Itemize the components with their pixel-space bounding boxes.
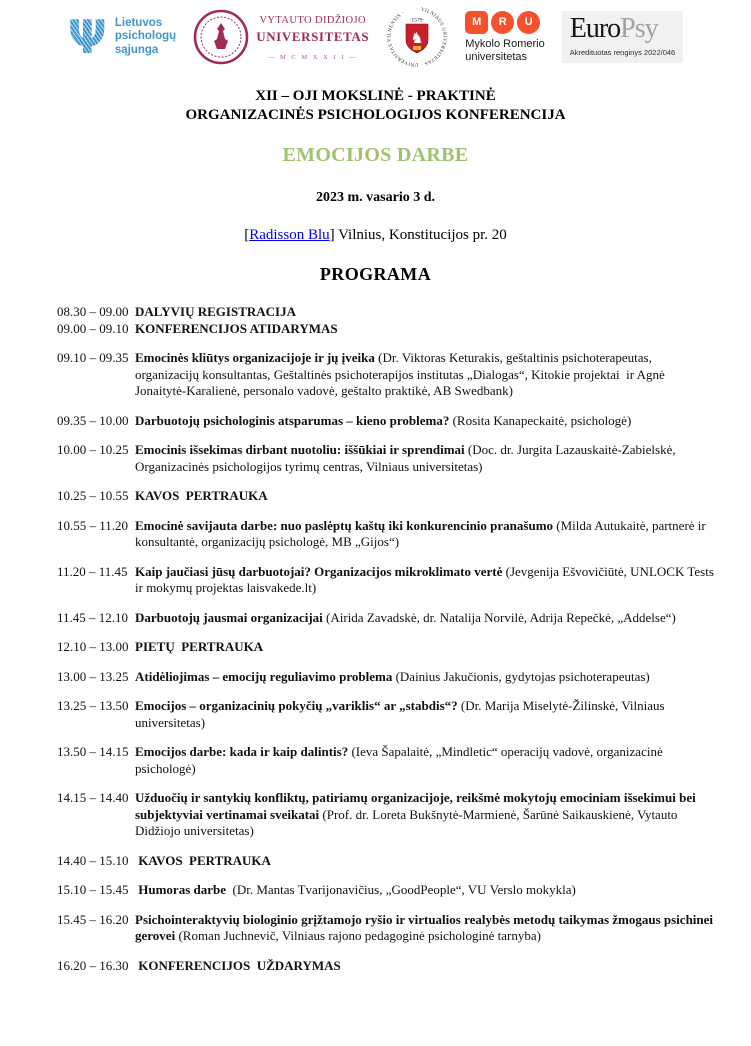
schedule-row bbox=[57, 563, 718, 597]
mru-letter-u: U bbox=[517, 11, 540, 34]
schedule-row bbox=[57, 442, 715, 475]
talk-title: Emocinės kliūtys organizacijoje ir jų įveika bbox=[135, 350, 375, 365]
talk-title: KAVOS PERTRAUKA bbox=[135, 852, 271, 868]
program-heading: PROGRAMA bbox=[319, 264, 432, 284]
talk-details: (Dr. Marija Miselytė-Žilinskė, Vilniaus universitetas) bbox=[135, 698, 668, 730]
schedule-content bbox=[135, 488, 715, 505]
talk-details: (Dr. Viktoras Keturakis, geštaltinis psichoterapeutas, organizacijų konsultantas, Geštaltinės psichoterapijos institutas „Dialogas“, Kitokie projektai ir Agnė Jonaitytė-Karalienė, personalo vadovė, geštalto praktikė, AB Swedbank) bbox=[135, 350, 668, 398]
talk-title: Kaip jaučiasi jūsų darbuotojai? Organizacijos mikroklimato vertė bbox=[135, 563, 503, 579]
schedule-time: 10.00 – 10.25 bbox=[57, 442, 129, 457]
talk-details: (Doc. dr. Jurgita Lazauskaitė-Zabielskė, Organizacinės psichologijos tyrimų centras, Vilniaus universitetas) bbox=[135, 442, 679, 474]
schedule-time: 09.10 – 09.35 bbox=[57, 350, 129, 365]
schedule-time: 11.45 – 12.10 bbox=[57, 609, 129, 625]
vdu-wordmark bbox=[256, 10, 369, 64]
schedule-row bbox=[57, 350, 715, 400]
schedule-content bbox=[135, 304, 715, 321]
talk-details: (Ieva Šapalaitė, „Mindletic“ operacijų vadovė, organizacinė psichologė) bbox=[135, 744, 666, 776]
schedule-list bbox=[57, 304, 718, 974]
schedule-row bbox=[57, 882, 715, 899]
venue-bracket-open: [ bbox=[244, 227, 250, 243]
talk-title: KAVOS PERTRAUKA bbox=[135, 488, 268, 503]
mru-letter-r: R bbox=[491, 11, 514, 34]
supertitle-line2: ORGANIZACINĖS PSICHOLOGIJOS KONFERENCIJA bbox=[185, 107, 566, 123]
schedule-time: 14.15 – 14.40 bbox=[57, 790, 129, 805]
schedule-content bbox=[135, 321, 715, 338]
vdu-seal-icon bbox=[193, 9, 249, 65]
lps-word-3: sąjunga bbox=[114, 43, 159, 56]
schedule-content bbox=[135, 413, 715, 430]
venue-address: ] Vilnius, Konstitucijos pr. 20 bbox=[329, 227, 507, 243]
talk-details: (Roman Juchnevič, Vilniaus rajono pedagoginė psichologinė tarnyba) bbox=[175, 928, 541, 943]
vdu-name-line1: VYTAUTO DIDŽIOJO bbox=[259, 15, 366, 26]
logo-vdu bbox=[193, 9, 369, 65]
schedule-time: 14.40 – 15.10 bbox=[57, 852, 129, 868]
talk-details: (Prof. dr. Loreta Bukšnytė-Marmienė, Šarūnė Saikauskienė, Vytauto Didžiojo universitetas) bbox=[135, 806, 681, 838]
talk-title: Emocijos – organizacinių pokyčių „variklis“ ar „stabdis“? bbox=[135, 698, 458, 713]
schedule-time: 09.35 – 10.00 bbox=[57, 412, 129, 428]
schedule-content bbox=[135, 958, 715, 975]
schedule-time: 08.30 – 09.00 bbox=[57, 304, 129, 319]
schedule-content bbox=[135, 698, 715, 731]
schedule-row bbox=[57, 853, 715, 870]
schedule-content bbox=[135, 882, 715, 899]
schedule-content bbox=[135, 563, 718, 597]
schedule-time: 15.45 – 16.20 bbox=[57, 911, 129, 927]
schedule-row bbox=[57, 698, 715, 731]
talk-title: Emocijos darbe: kada ir kaip dalintis? bbox=[135, 744, 349, 759]
lps-psi-icon: Ψ bbox=[67, 10, 107, 64]
schedule-content bbox=[135, 610, 715, 627]
logo-europsy bbox=[562, 11, 684, 63]
schedule-content bbox=[135, 518, 715, 551]
mru-letter-m: M bbox=[465, 11, 488, 34]
europsy-euro-text: Euro bbox=[569, 13, 621, 44]
schedule-content bbox=[135, 912, 715, 945]
schedule-row bbox=[57, 488, 715, 505]
vu-seal-icon bbox=[386, 6, 448, 68]
talk-title: Humoras darbe bbox=[135, 882, 226, 897]
schedule-row bbox=[57, 413, 715, 430]
europsy-psy-text: Psy bbox=[620, 13, 658, 44]
schedule-time: 12.10 – 13.00 bbox=[57, 639, 129, 654]
schedule-row bbox=[57, 321, 715, 338]
schedule-content bbox=[135, 744, 715, 777]
europsy-wordmark bbox=[570, 15, 658, 47]
svg-text:· VILNIAUS UNIVERSITETAS · UNI: · VILNIAUS UNIVERSITETAS · UNIVERSITAS VILNENSIS · bbox=[387, 7, 447, 67]
talk-details: (Milda Autukaitė, partnerė ir konsultantė, organizacijų psichologė, MB „Gijos“) bbox=[135, 517, 709, 549]
svg-text:♞: ♞ bbox=[410, 29, 424, 47]
talk-title: Užduočių ir santykių konfliktų, patiriamų organizacijoje, reikšmė mokytojų emociniam išsekimui bei subjektyviai vertinamai sveikatai bbox=[135, 790, 699, 822]
talk-title: DALYVIŲ REGISTRACIJA bbox=[135, 304, 296, 319]
talk-title: Emocinis išsekimas dirbant nuotoliu: iššūkiai ir sprendimai bbox=[135, 442, 465, 457]
talk-title: PIETŲ PERTRAUKA bbox=[135, 639, 264, 654]
schedule-content bbox=[135, 639, 715, 656]
talk-title: Atidėliojimas – emocijų reguliavimo problema bbox=[135, 668, 393, 684]
talk-title: Darbuotojų jausmai organizacijai bbox=[135, 609, 323, 625]
mru-monogram-icon bbox=[465, 11, 540, 34]
vdu-year: — M C M X X I I — bbox=[267, 54, 358, 61]
vdu-name-line2: UNIVERSITETAS bbox=[256, 29, 370, 44]
schedule-time: 13.00 – 13.25 bbox=[57, 668, 129, 684]
schedule-row bbox=[57, 669, 715, 686]
schedule-row bbox=[57, 958, 715, 975]
conference-date: 2023 m. vasario 3 d. bbox=[316, 190, 435, 205]
schedule-content bbox=[135, 350, 715, 400]
talk-title: Psichointeraktyvių biologinio grįžtamojo ryšio ir virtualios realybės metodų taikymas žmogaus psichinei gerovei bbox=[135, 911, 717, 943]
talk-details: (Rosita Kanapeckaitė, psichologė) bbox=[449, 412, 632, 428]
logo-mru bbox=[465, 11, 544, 64]
schedule-time: 09.00 – 09.10 bbox=[57, 320, 129, 336]
schedule-row bbox=[57, 639, 715, 656]
talk-title: KONFERENCIJOS UŽDARYMAS bbox=[135, 957, 341, 973]
talk-details: (Airida Zavadskė, dr. Natalija Norvilė, Adrija Repečkė, „Addelse“) bbox=[322, 609, 676, 625]
supertitle-line1: XII – OJI MOKSLINĖ - PRAKTINĖ bbox=[255, 88, 496, 104]
schedule-time: 11.20 – 11.45 bbox=[57, 563, 128, 579]
talk-title: Darbuotojų psichologinis atsparumas – kieno problema? bbox=[135, 412, 450, 428]
svg-text:·1579·: ·1579· bbox=[409, 17, 425, 24]
mru-name-line2: universitetas bbox=[465, 50, 528, 63]
schedule-row bbox=[57, 610, 715, 627]
schedule-time: 16.20 – 16.30 bbox=[57, 957, 129, 973]
schedule-row bbox=[57, 790, 715, 840]
schedule-content bbox=[135, 669, 715, 686]
schedule-row bbox=[57, 912, 715, 945]
schedule-row bbox=[57, 744, 715, 777]
schedule-row bbox=[57, 518, 715, 551]
mru-wordmark bbox=[465, 38, 544, 64]
logo-vu bbox=[386, 6, 448, 68]
lps-wordmark bbox=[115, 17, 176, 58]
conference-supertitle bbox=[0, 87, 751, 125]
lps-word-2: psichologų bbox=[114, 30, 177, 43]
lps-word-1: Lietuvos bbox=[114, 16, 163, 29]
venue-line bbox=[0, 227, 751, 244]
venue-link[interactable]: Radisson Blu bbox=[249, 227, 330, 243]
schedule-content bbox=[135, 853, 715, 870]
schedule-row bbox=[57, 304, 715, 321]
conference-title: EMOCIJOS DARBE bbox=[282, 144, 469, 166]
talk-details: (Dainius Jakučionis, gydytojas psichoterapeutas) bbox=[392, 668, 650, 684]
europsy-accreditation: Akredituotas renginys 2022/046 bbox=[569, 48, 676, 57]
schedule-time: 15.10 – 15.45 bbox=[57, 882, 129, 897]
talk-title: KONFERENCIJOS ATIDARYMAS bbox=[135, 320, 338, 336]
schedule-content bbox=[135, 442, 715, 475]
talk-details: (Jevgenija Ešvovičiūtė, UNLOCK Tests ir mokymų projektas laisvakede.lt) bbox=[135, 563, 718, 595]
schedule-time: 13.25 – 13.50 bbox=[57, 698, 129, 713]
mru-name-line1: Mykolo Romerio bbox=[465, 37, 545, 50]
schedule-time: 10.25 – 10.55 bbox=[57, 488, 129, 503]
schedule-time: 13.50 – 14.15 bbox=[57, 744, 129, 759]
logos-bar bbox=[0, 0, 751, 68]
talk-title: Emocinė savijauta darbe: nuo paslėptų kaštų iki konkurencinio pranašumo bbox=[135, 517, 554, 533]
talk-details: (Dr. Mantas Tvarijonavičius, „GoodPeople“, VU Verslo mokykla) bbox=[226, 882, 576, 897]
schedule-time: 10.55 – 11.20 bbox=[57, 517, 129, 533]
logo-lps bbox=[67, 10, 177, 64]
schedule-content bbox=[135, 790, 715, 840]
